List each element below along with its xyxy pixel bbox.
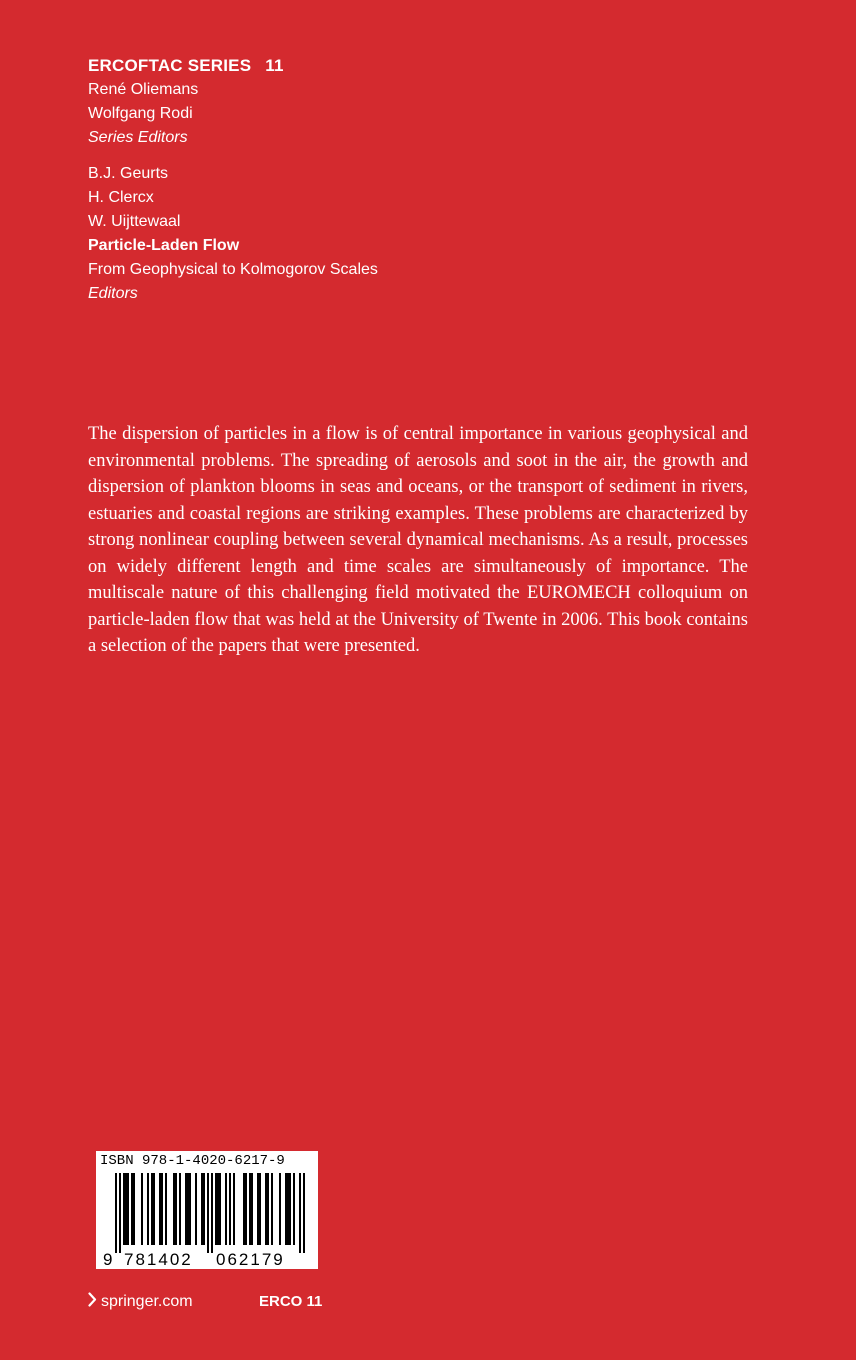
series-editors-role: Series Editors [88,129,188,146]
barcode-bar [159,1173,161,1245]
barcode-bar [289,1173,291,1245]
book-editor-1: B.J. Geurts [88,165,169,182]
barcode-bar [165,1173,167,1245]
book-title: Particle-Laden Flow [88,237,240,254]
barcode-bar [215,1173,217,1245]
barcode-bar [133,1173,135,1245]
barcode-bar [225,1173,227,1245]
barcode-bar [203,1173,205,1245]
barcode-bar [141,1173,143,1245]
barcode-guard-bar [211,1173,213,1253]
barcode-bar [175,1173,177,1245]
barcode-bar [187,1173,189,1245]
website-text: springer.com [101,1293,193,1310]
book-editor-3: W. Uijttewaal [88,213,181,230]
series-editor-1: René Oliemans [88,81,199,98]
barcode-guard-bar [115,1173,117,1253]
barcode-bar [189,1173,191,1245]
series-editor-2: Wolfgang Rodi [88,105,193,122]
barcode-bar [271,1173,273,1245]
barcode-bar [153,1173,155,1245]
barcode-bar [251,1173,253,1245]
book-subtitle: From Geophysical to Kolmogorov Scales [88,261,378,278]
barcode-bar [259,1173,261,1245]
barcode-bar [267,1173,269,1245]
chevron-right-icon [88,1292,97,1307]
barcode [96,1151,318,1269]
barcode-bar [151,1173,153,1245]
website-link[interactable] [88,1291,193,1313]
barcode-bar [161,1173,163,1245]
barcode-bar [249,1173,251,1245]
barcode-bar [195,1173,197,1245]
series-name: ERCOFTAC SERIES [88,56,252,75]
barcode-bar [219,1173,221,1245]
barcode-digits-left: 781402 [124,1250,193,1267]
series-number: 11 [265,56,284,75]
barcode-bar [123,1173,125,1245]
barcode-digit-lead: 9 [103,1250,113,1267]
barcode-bar [201,1173,203,1245]
barcode-guard-bar [119,1173,121,1253]
barcode-bar [147,1173,149,1245]
barcode-bar [127,1173,129,1245]
barcode-bar [125,1173,127,1245]
barcode-bar [185,1173,187,1245]
barcode-bar [233,1173,235,1245]
series-code: ERCO 11 [259,1293,323,1310]
barcode-graphic [100,1173,314,1267]
book-editors-role: Editors [88,285,138,302]
barcode-bar [243,1173,245,1245]
barcode-guard-bar [207,1173,209,1253]
book-description: The dispersion of particles in a flow is of central importance in various geophysical and environmental problems. The spreading of aerosols and soot in the air, the growth and dispersion of plankton blooms in seas and oceans, or the transport of sediment in rivers, estuaries and coastal regions are striking examples. These problems are characterized by strong nonlinear coupling between several dynamical mechanisms. As a result, processes on widely different length and time scales are simultaneously of importance. The multiscale nature of this challenging field motivated the EUROMECH colloquium on particle-laden flow that was held at the University of Twente in 2006. This book contains a selection of the papers that were presented. [88,424,748,656]
barcode-bar [287,1173,289,1245]
barcode-bar [173,1173,175,1245]
barcode-bar [285,1173,287,1245]
barcode-bar [279,1173,281,1245]
barcode-bar [131,1173,133,1245]
barcode-bar [217,1173,219,1245]
barcode-guard-bar [303,1173,305,1253]
barcode-bar [245,1173,247,1245]
barcode-digits-right: 062179 [216,1250,285,1267]
barcode-guard-bar [299,1173,301,1253]
isbn-label: ISBN 978-1-4020-6217-9 [100,1153,285,1169]
barcode-bar [265,1173,267,1245]
barcode-bar [293,1173,295,1245]
header-block [88,54,688,306]
barcode-bar [257,1173,259,1245]
series-title [88,54,688,78]
barcode-bar [179,1173,181,1245]
book-editor-2: H. Clercx [88,189,154,206]
barcode-bar [229,1173,231,1245]
